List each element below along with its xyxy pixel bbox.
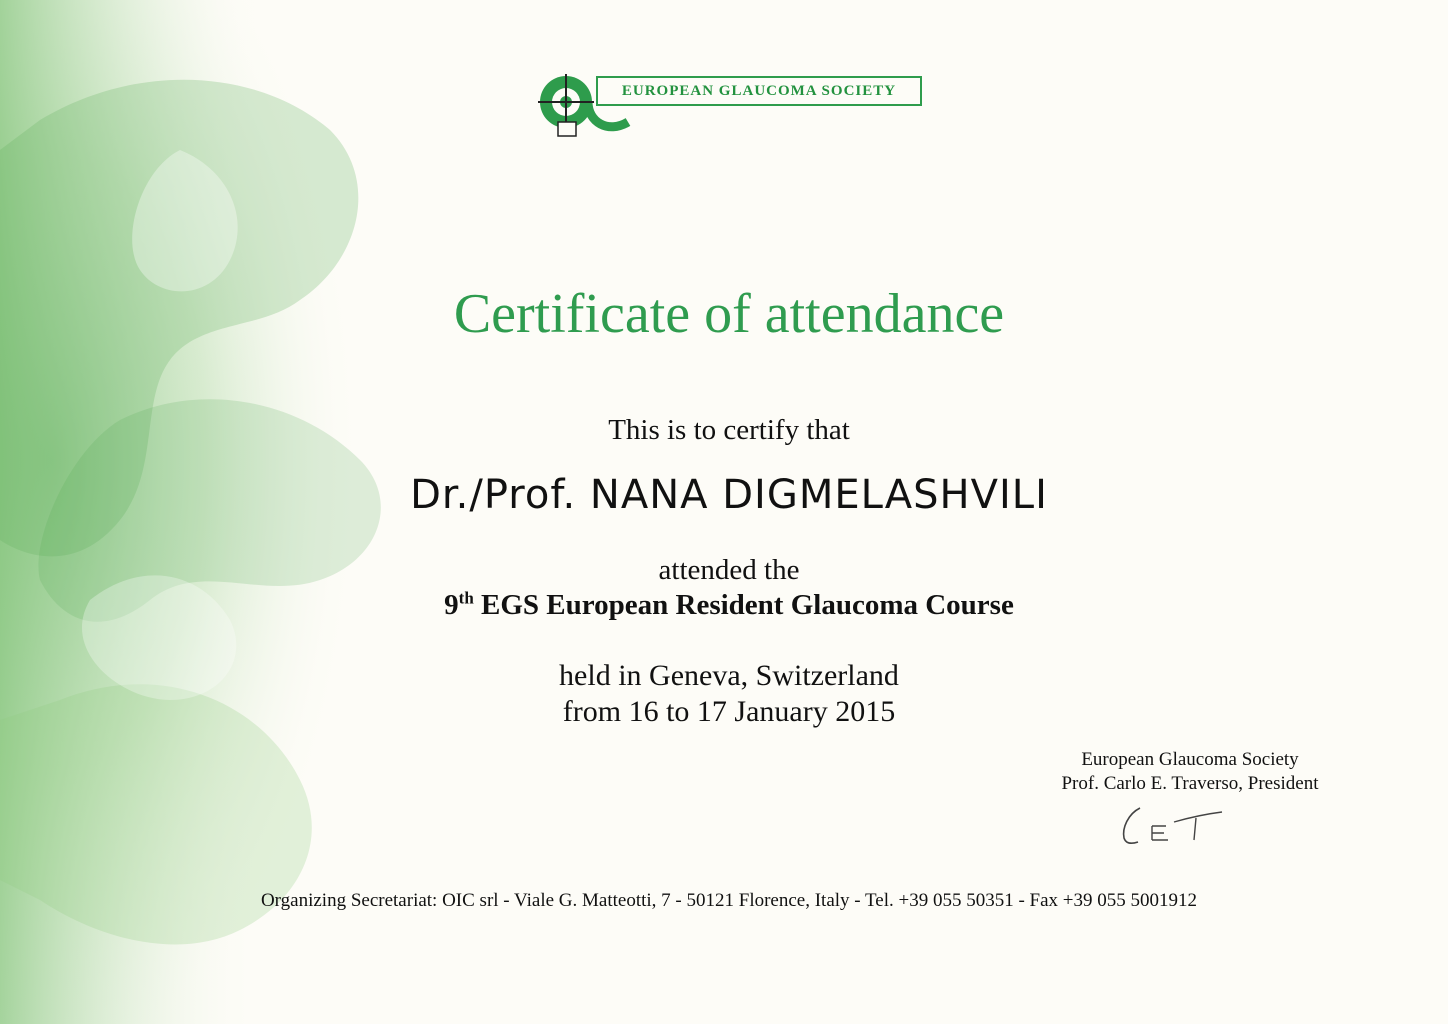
signatory-name-title: Prof. Carlo E. Traverso, President [1061, 773, 1319, 794]
dates-line: from 16 to 17 January 2015 [562, 695, 896, 728]
attended-line: attended the [658, 554, 800, 586]
location-line: held in Geneva, Switzerland [559, 659, 899, 692]
signatory-organization: European Glaucoma Society [1081, 749, 1299, 770]
course-title [0, 589, 1448, 622]
organizing-secretariat-footer: Organizing Secretariat: OIC srl - Viale G. Matteotti, 7 - 50121 Florence, Italy - Tel. +39 055 50351 - Fax +39 055 5001912 [260, 890, 1198, 911]
handwritten-signature [1118, 800, 1228, 850]
certificate-title: Certificate of attendance [453, 283, 1005, 345]
certify-line: This is to certify that [608, 414, 850, 446]
logo-wordmark: EUROPEAN GLAUCOMA SOCIETY [596, 76, 922, 106]
course-ordinal-suffix: th [458, 588, 474, 608]
course-name: EGS European Resident Glaucoma Course [473, 589, 1014, 621]
society-logo [538, 72, 928, 142]
course-ordinal-number: 9 [444, 589, 459, 621]
signatory-block [1020, 748, 1360, 796]
recipient-name: Dr./Prof. NANA DIGMELASHVILI [410, 472, 1048, 518]
